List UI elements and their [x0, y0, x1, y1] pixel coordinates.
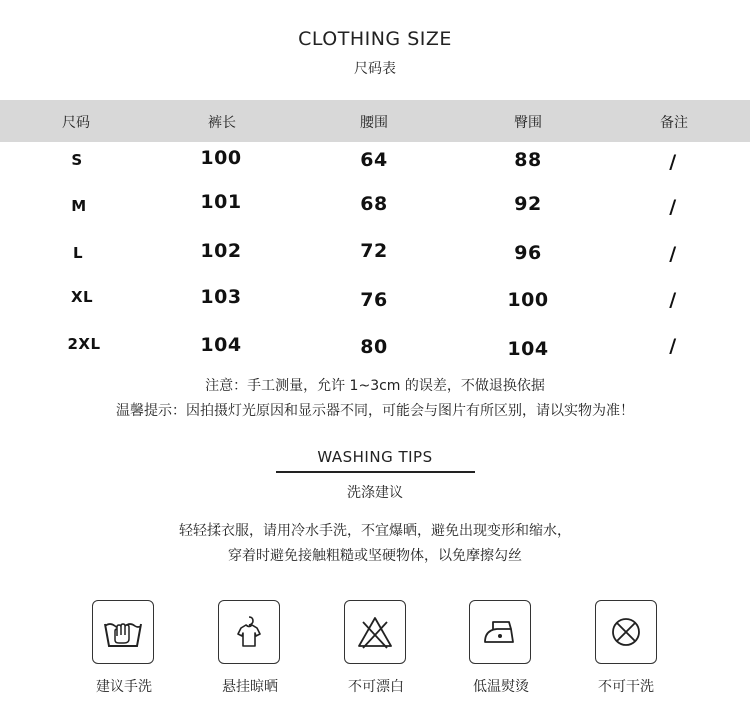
cell-size: XL — [70, 288, 94, 306]
cell-length: 103 — [200, 286, 242, 308]
washing-tips-divider — [276, 471, 475, 473]
cell-length: 102 — [200, 240, 242, 262]
cell-length: 101 — [200, 191, 242, 213]
cell-remark: / — [669, 151, 677, 173]
cell-size: 2XL — [67, 335, 101, 353]
hand-wash-card — [92, 600, 154, 664]
column-header-remark: 备注 — [660, 115, 688, 131]
cell-hip: 88 — [514, 149, 542, 171]
cell-size: L — [72, 244, 84, 262]
washing-tips-subtitle: 洗涤建议 — [347, 485, 403, 501]
cell-remark: / — [669, 196, 677, 218]
measurement-note: 注意：手工测量，允许 1~3cm 的误差，不做退换依据 — [205, 378, 545, 394]
no-bleach-label: 不可漂白 — [348, 679, 404, 695]
hang-dry-label: 悬挂晾晒 — [222, 679, 278, 695]
column-header-length: 裤长 — [208, 115, 236, 131]
cell-remark: / — [669, 289, 677, 311]
display-note: 温馨提示：因拍摄灯光原因和显示器不同，可能会与图片有所区别，请以实物为准！ — [116, 403, 634, 419]
no-bleach-card — [344, 600, 406, 664]
cell-size: S — [71, 151, 83, 169]
low-iron-icon — [479, 612, 521, 652]
low-iron-card — [469, 600, 531, 664]
cell-waist: 64 — [360, 149, 388, 171]
no-dry-clean-label: 不可干洗 — [598, 679, 654, 695]
hand-wash-label: 建议手洗 — [96, 679, 152, 695]
cell-hip: 96 — [514, 242, 542, 264]
cell-length: 100 — [200, 147, 242, 169]
column-header-hip: 臀围 — [514, 115, 542, 131]
cell-waist: 68 — [360, 193, 388, 215]
cell-remark: / — [669, 335, 677, 357]
cell-hip: 92 — [514, 193, 542, 215]
no-dry-clean-card — [595, 600, 657, 664]
size-chart-subtitle: 尺码表 — [354, 61, 396, 77]
size-chart-title: CLOTHING SIZE — [298, 28, 452, 50]
cell-hip: 104 — [507, 338, 549, 360]
column-header-size: 尺码 — [62, 115, 90, 131]
cell-waist: 72 — [360, 240, 388, 262]
hand-wash-icon — [101, 612, 145, 652]
cell-waist: 76 — [360, 289, 388, 311]
cell-size: M — [71, 197, 87, 215]
cell-waist: 80 — [360, 336, 388, 358]
cell-hip: 100 — [507, 289, 549, 311]
no-dry-clean-icon — [606, 612, 646, 652]
hang-dry-card — [218, 600, 280, 664]
washing-description-line: 穿着时避免接触粗糙或坚硬物体，以免摩擦勾丝 — [228, 548, 522, 564]
hang-dry-icon — [229, 612, 269, 652]
cell-length: 104 — [200, 334, 242, 356]
washing-description-line: 轻轻揉衣服，请用冷水手洗，不宜爆晒，避免出现变形和缩水， — [179, 523, 571, 539]
cell-remark: / — [669, 243, 677, 265]
column-header-waist: 腰围 — [360, 115, 388, 131]
low-iron-label: 低温熨烫 — [473, 679, 529, 695]
washing-tips-title: WASHING TIPS — [317, 448, 433, 466]
no-bleach-icon — [354, 612, 396, 652]
